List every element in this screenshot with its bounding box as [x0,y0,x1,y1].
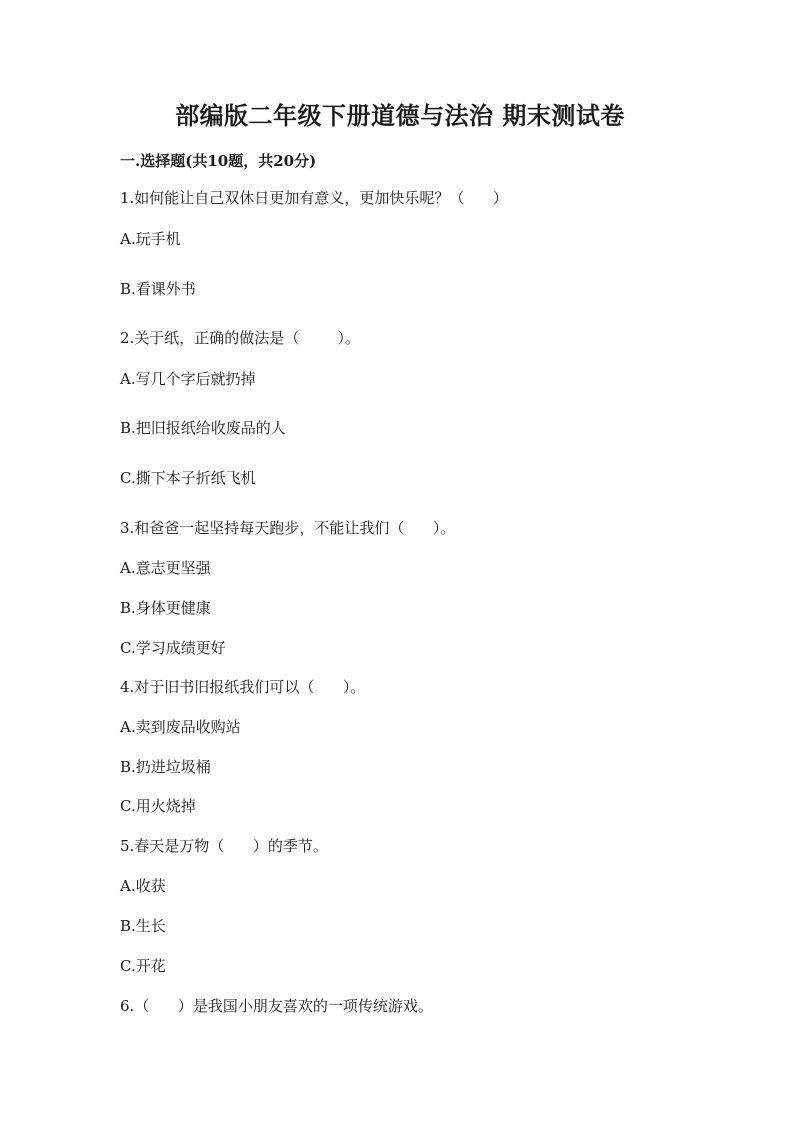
option-2a: A.写几个字后就扔掉 [120,370,256,388]
question-2: 2.关于纸，正确的做法是（ ）。 [120,329,360,347]
option-5c: C.开花 [120,957,166,975]
page-title: 部编版二年级下册道德与法治 期末测试卷 [175,101,625,130]
option-4b: B.扔进垃圾桶 [120,758,211,776]
question-6: 6.（ ）是我国小朋友喜欢的一项传统游戏。 [120,997,433,1015]
question-5: 5.春天是万物（ ）的季节。 [120,837,328,855]
section-heading: 一.选择题(共10题，共20分) [120,152,317,170]
option-2b: B.把旧报纸给收废品的人 [120,419,286,437]
question-4: 4.对于旧书旧报纸我们可以（ ）。 [120,678,366,696]
option-1b: B.看课外书 [120,280,196,298]
option-1a: A.玩手机 [120,230,181,248]
option-3a: A.意志更坚强 [120,559,211,577]
question-3: 3.和爸爸一起坚持每天跑步，不能让我们（ ）。 [120,519,456,537]
question-1: 1.如何能让自己双休日更加有意义，更加快乐呢？（ ） [120,189,508,207]
option-3b: B.身体更健康 [120,599,211,617]
option-5a: A.收获 [120,877,166,895]
option-5b: B.生长 [120,917,166,935]
option-4c: C.用火烧掉 [120,797,196,815]
option-2c: C.撕下本子折纸飞机 [120,469,256,487]
option-4a: A.卖到废品收购站 [120,718,241,736]
option-3c: C.学习成绩更好 [120,639,226,657]
